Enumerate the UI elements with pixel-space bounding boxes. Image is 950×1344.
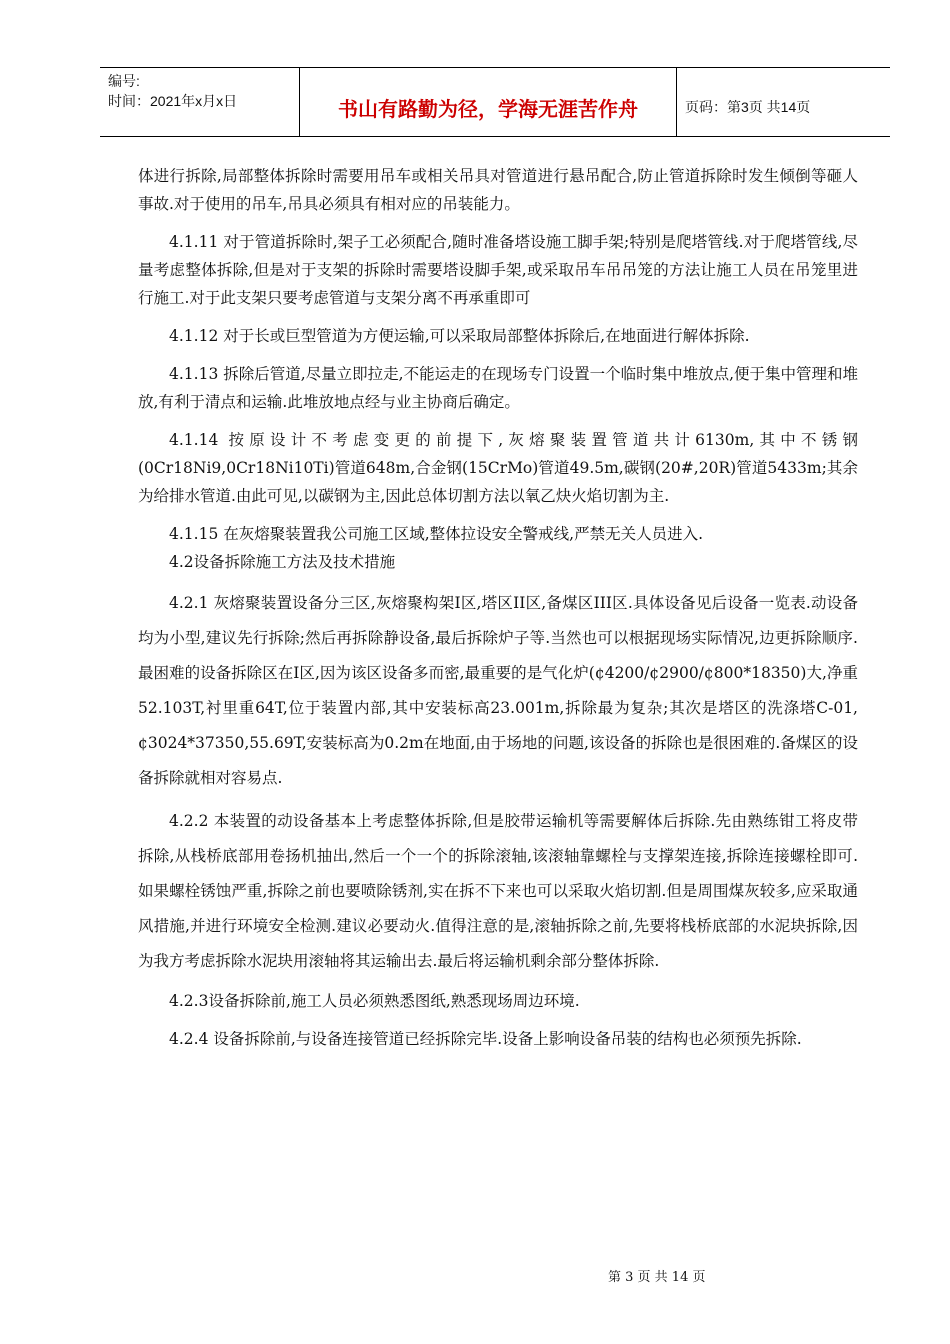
paragraph-4-1-15: 4.1.15 在灰熔聚装置我公司施工区域,整体拉设安全警戒线,严禁无关人员进入. [169, 525, 704, 543]
paragraph-4-1-13: 4.1.13 拆除后管道,尽量立即拉走,不能运走的在现场专门设置一个临时集中堆放点,便于集中管理和堆放,有利于清点和运输.此堆放地点经与业主协商后确定。 [138, 365, 859, 411]
paragraph-4-1-12: 4.1.12 对于长或巨型管道为方便运输,可以采取局部整体拆除后,在地面进行解体拆除. [169, 327, 750, 345]
page-header [100, 67, 890, 137]
header-meta [100, 68, 300, 136]
section-heading-4-2: 4.2设备拆除施工方法及技术措施 [169, 553, 396, 571]
paragraph-4-1-14: 4.1.14 按原设计不考虑变更的前提下,灰熔聚装置管道共计6130m,其中不锈钢(0Cr18Ni9,0Cr18Ni10Ti)管道648m,合金钢(15CrMo)管道49.5m,碳钢(20#,20R)管道5433m;其余为给排水管道.由此可见,以碳钢为主,因此总体切割方法以氧乙炔火焰切割为主. [138, 431, 858, 505]
paragraph-4-1-11: 4.1.11 对于管道拆除时,架子工必须配合,随时准备塔设施工脚手架;特别是爬塔管线.对于爬塔管线,尽量考虑整体拆除,但是对于支架的拆除时需要塔设脚手架,或采取吊车吊吊笼的方法让施工人员在吊笼里进行施工.对于此支架只要考虑管道与支架分离不再承重即可 [138, 233, 858, 307]
paragraph-4-2-2: 4.2.2 本装置的动设备基本上考虑整体拆除,但是胶带运输机等需要解体后拆除.先由熟练钳工将皮带拆除,从栈桥底部用卷扬机抽出,然后一个一个的拆除滚轴,该滚轴靠螺栓与支撑架连接,拆除连接螺栓即可.如果螺栓锈蚀严重,拆除之前也要喷除锈剂,实在拆不下来也可以采取火焰切割.但是周围煤灰较多,应采取通风措施,并进行环境安全检测.建议必要动火.值得注意的是,滚轴拆除之前,先要将栈桥底部的水泥块拆除,因为我方考虑拆除水泥块用滚轴将其运输出去.最后将运输机剩余部分整体拆除. [138, 812, 858, 970]
header-motto: 书山有路勤为径，学海无涯苦作舟 [300, 68, 677, 136]
paragraph-4-2-1: 4.2.1 灰熔聚装置设备分三区,灰熔聚构架Ⅰ区,塔区II区,备煤区III区.具体设备见后设备一览表.动设备均为小型,建议先行拆除;然后再拆除静设备,最后拆除炉子等.当然也可以根据现场实际情况,边更拆除顺序.最困难的设备拆除区在Ⅰ区,因为该区设备多而密,最重要的是气化炉(¢4200/¢2900/¢800*18350)大,净重52.103T,衬里重64T,位于装置内部,其中安装标高23.001m,拆除最为复杂;其次是塔区的洗涤塔C-01,¢3024*37350,55.69T,安装标高为0.2m在地面,由于场地的问题,该设备的拆除也是很困难的.备煤区的设备拆除就相对容易点. [138, 594, 858, 787]
page-footer: 第 3 页 共 14 页 [608, 1270, 706, 1285]
paragraph-4-2-4: 4.2.4 设备拆除前,与设备连接管道已经拆除完毕.设备上影响设备吊装的结构也必须预先拆除. [169, 1030, 802, 1048]
paragraph-continuation: 体进行拆除,局部整体拆除时需要用吊车或相关吊具对管道进行悬吊配合,防止管道拆除时发生倾倒等砸人事故.对于使用的吊车,吊具必须具有相对应的吊装能力。 [138, 167, 858, 213]
document-time: 时间：2021年x月x日 [108, 93, 238, 109]
header-page-info: 页码：第3页 共14页 [685, 99, 811, 115]
document-body [138, 162, 858, 1063]
paragraph-4-2-3: 4.2.3设备拆除前,施工人员必须熟悉图纸,熟悉现场周边环境. [169, 992, 580, 1010]
document-number-label: 编号: [108, 73, 140, 89]
